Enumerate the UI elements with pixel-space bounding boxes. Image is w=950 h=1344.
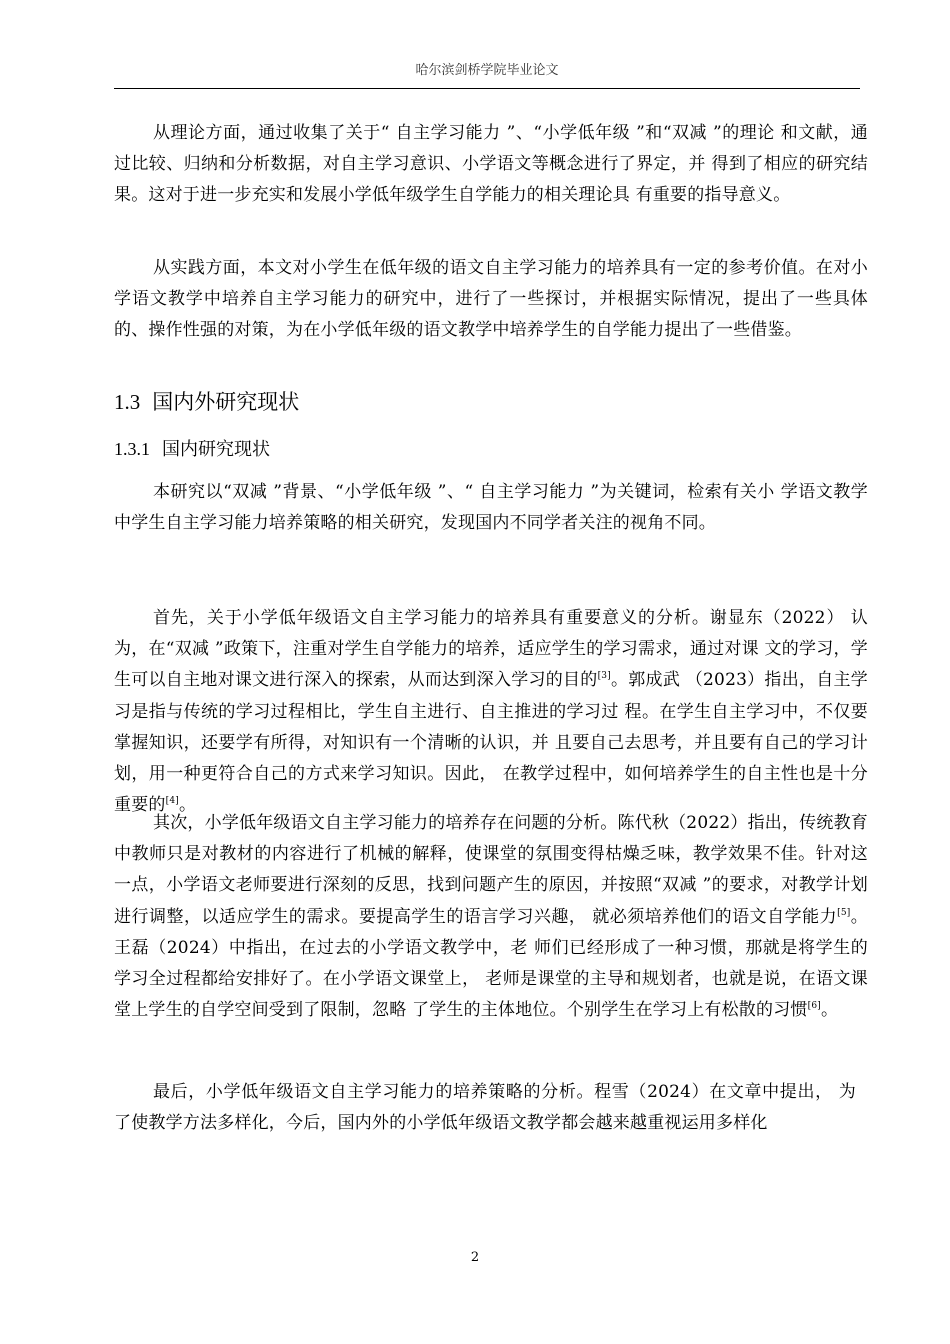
page-number: 2 xyxy=(470,1250,480,1265)
page-header: 哈尔滨剑桥学院毕业论文 xyxy=(415,63,559,78)
paragraph-theory: 从理论方面，通过收集了关于“ 自主学习能力 ”、“小学低年级 ”和“双减 ”的理论 和文献，通过比较、归纳和分析数据，对自主学习意识、小学语文等概念进行了界定，并 得到了相应的研究结果。这对于进一步充实和发展小学低年级学生自学能力的相关理论具 有重要的指导意义。 xyxy=(114,123,868,206)
paragraph-last: 最后，小学低年级语文自主学习能力的培养策略的分析。程雪（2024）在文章中提出， 为了使教学方法多样化，今后，国内外的小学低年级语文教学都会越来越重视运用多样化 xyxy=(114,1082,856,1134)
paragraph-first-text-a: 首先，关于小学低年级语文自主学习能力的培养具有重要意义的分析。谢显东（2022） 认为，在“双减 ”政策下，注重对学生自学能力的培养，适应学生的学习需求，通过对课 文的学习，学生可以自主地对课文进行深入的探索，从而达到深入学习的目的 xyxy=(114,608,868,691)
paragraph-second-text-c: 。 xyxy=(820,1000,839,1021)
paragraph-practice: 从实践方面，本文对小学生在低年级的语文自主学习能力的培养具有一定的参考价值。在对小学语文教学中培养自主学习能力的研究中，进行了一些探讨，并根据实际情况，提出了一些具体的、操作性强的对策，为在小学低年级的语文教学中培养学生的自学能力提出了一些借鉴。 xyxy=(114,258,868,341)
subsection-number: 1.3.1 xyxy=(114,439,150,459)
paragraph-second xyxy=(114,808,868,1026)
subsection-heading xyxy=(114,433,270,466)
paragraph-keywords: 本研究以“双减 ”背景、“小学低年级 ”、“ 自主学习能力 ”为关键词，检索有关小 学语文教学中学生自主学习能力培养策略的相关研究，发现国内不同学者关注的视角不同。 xyxy=(114,482,868,534)
paragraph-second-text-a: 其次，小学低年级语文自主学习能力的培养存在问题的分析。陈代秋（2022）指出，传统教育中教师只是对教材的内容进行了机械的解释，使课堂的氛围变得枯燥乏味，教学效果不佳。针对这一点，小学语文老师要进行深刻的反思，找到问题产生的原因，并按照“双减 ”的要求，对教学计划进行调整，以适应学生的需求。要提高学生的语言学习兴趣， 就必须培养他们的语文自学能力 xyxy=(114,813,868,927)
section-heading xyxy=(114,385,299,419)
paragraph-first-text-b: 。郭成武 （2023）指出，自主学习是指与传统的学习过程相比，学生自主进行、自主推进的学习过 程。在学生自主学习中，不仅要掌握知识，还要学有所得，对知识有一个清晰的认识，并 且要自己去思考，并且要有自己的学习计划，用一种更符合自己的方式来学习知识。因此， 在教学过程中，如何培养学生的自主性也是十分重要的 xyxy=(114,670,868,816)
citation-6: [6] xyxy=(807,1001,821,1012)
section-number: 1.3 xyxy=(114,390,141,414)
subsection-title: 国内研究现状 xyxy=(162,439,270,460)
paragraph-first xyxy=(114,603,868,821)
section-title: 国内外研究现状 xyxy=(152,390,300,414)
paragraph-first-text-c: 。 xyxy=(178,795,197,816)
paragraph-second-text-b: 。王磊（2024）中指出，在过去的小学语文教学中，老 师们已经形成了一种习惯，那就是将学生的学习全过程都给安排好了。在小学语文课堂上， 老师是课堂的主导和规划者，也就是说，在语文课堂上学生的自学空间受到了限制，忽略 了学生的主体地位。个别学生在学习上有松散的习惯 xyxy=(114,906,868,1021)
citation-5: [5] xyxy=(837,907,851,918)
citation-3: [3] xyxy=(597,671,611,682)
citation-4: [4] xyxy=(165,796,179,807)
header-divider xyxy=(114,88,860,89)
